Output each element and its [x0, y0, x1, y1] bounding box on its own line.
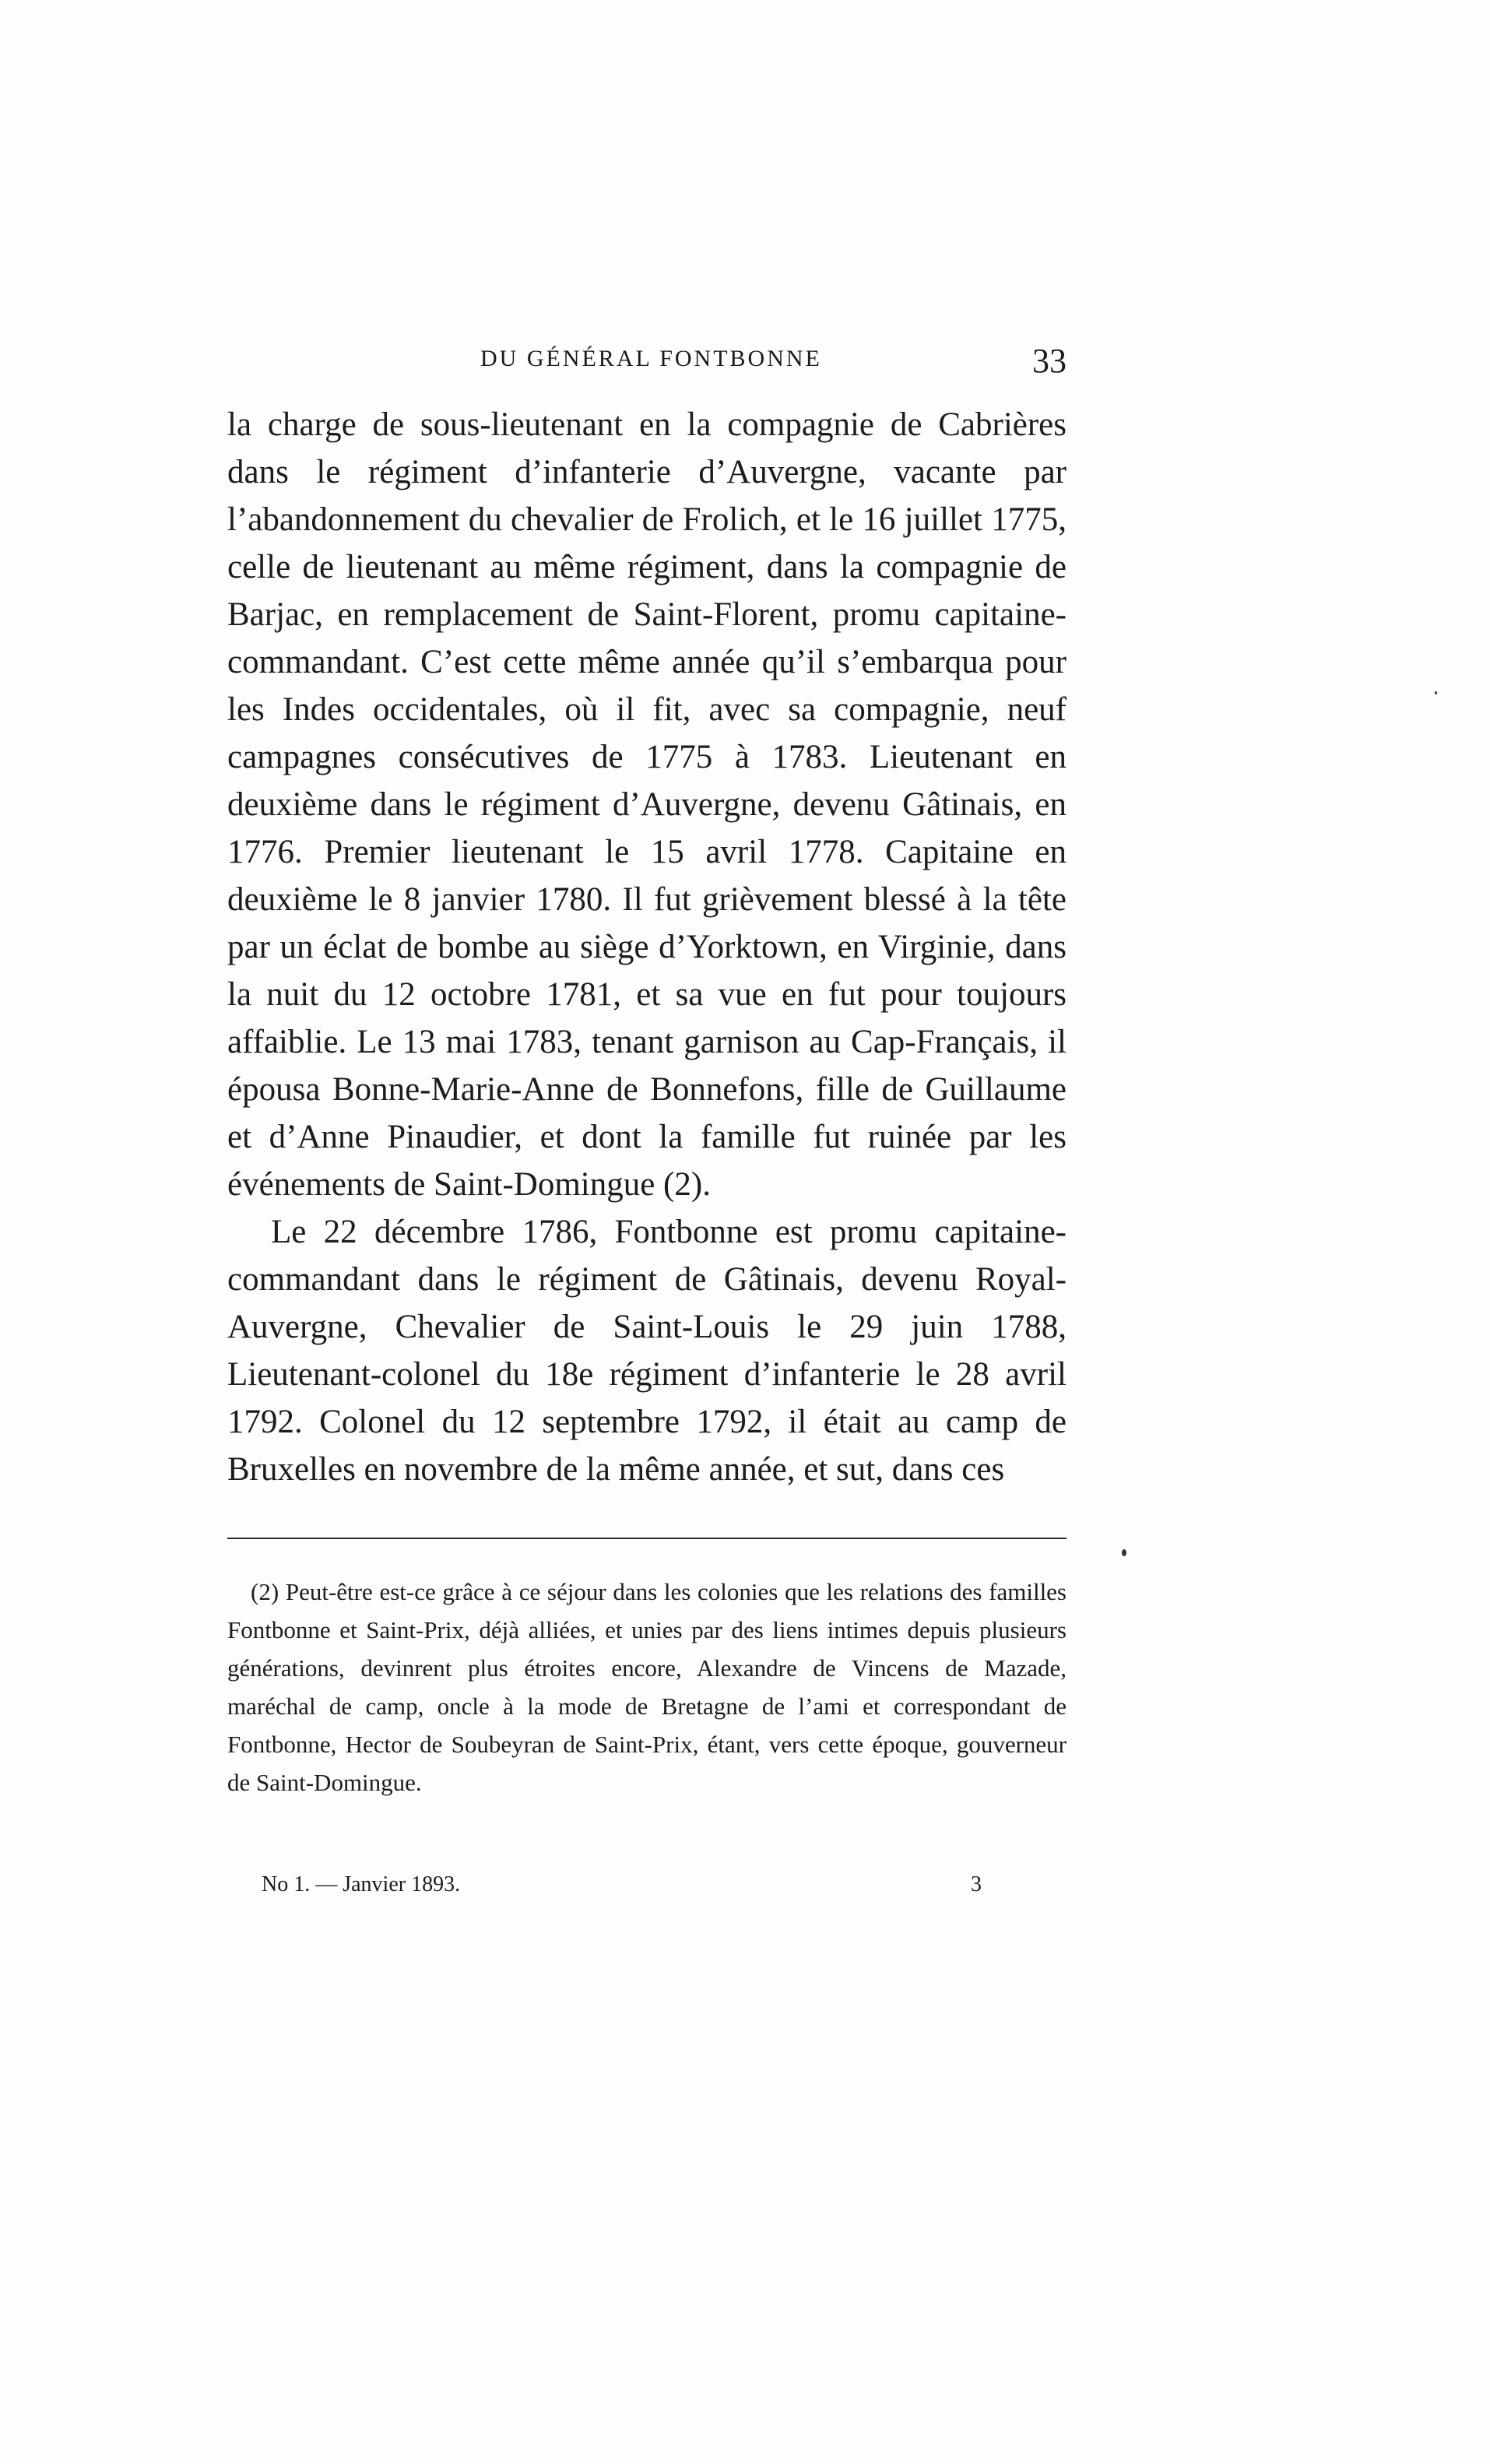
footnote-text: (2) Peut-être est-ce grâce à ce séjour dans les colonies que les relations des familles Fontbonne et Saint-Prix, déjà alliées, et unies par des liens intimes depuis plusieurs générations, devinrent plus étroites encore, Alexandre de Vincens de Mazade, maréchal de camp, oncle à la mode de Bretagne de l’ami et correspondant de Fontbonne, Hector de Soubeyran de Saint-Prix, étant, vers cette époque, gouverneur de Saint-Domingue.	[227, 1578, 1067, 1796]
running-head	[227, 341, 1067, 388]
issue-line: No 1. — Janvier 1893.	[262, 1872, 461, 1896]
footnote	[227, 1573, 1067, 1801]
body-text	[227, 401, 1067, 1493]
paragraph-1: la charge de sous-lieutenant en la compagnie de Cabrières dans le régiment d’infanterie d’Auvergne, vacante par l’abandonnement du chevalier de Frolich, et le 16 juillet 1775, celle de lieutenant au même régiment, dans la compagnie de Barjac, en remplacement de Saint-Florent, promu capitaine-commandant. C’est cette même année qu’il s’embarqua pour les Indes occidentales, où il fit, avec sa compagnie, neuf campagnes consécutives de 1775 à 1783. Lieutenant en deuxième dans le régiment d’Auvergne, devenu Gâtinais, en 1776. Premier lieutenant le 15 avril 1778. Capitaine en deuxième le 8 janvier 1780. Il fut grièvement blessé à la tête par un éclat de bombe au siège d’Yorktown, en Virginie, dans la nuit du 12 octobre 1781, et sa vue en fut pour toujours affaiblie. Le 13 mai 1783, tenant garnison au Cap-Français, il épousa Bonne-Marie-Anne de Bonnefons, fille de Guillaume et d’Anne Pinaudier, et dont la famille fut ruinée par les événements de Saint-Domingue (2).	[227, 406, 1067, 1203]
signature-mark: 3	[971, 1872, 982, 1896]
running-title: DU GÉNÉRAL FONTBONNE	[480, 346, 822, 371]
ink-speck	[1435, 691, 1437, 694]
page-number: 33	[1032, 342, 1067, 380]
footnote-divider	[227, 1538, 1067, 1539]
ink-speck	[1122, 1549, 1126, 1556]
paragraph-2: Le 22 décembre 1786, Fontbonne est promu capitaine-commandant dans le régiment de Gâtinais, devenu Royal-Auvergne, Chevalier de Saint-Louis le 29 juin 1788, Lieutenant-colonel du 18e régiment d’infanterie le 28 avril 1792. Colonel du 12 septembre 1792, il était au camp de Bruxelles en novembre de la même année, et sut, dans ces	[227, 1214, 1067, 1488]
page-footer	[262, 1872, 982, 1903]
